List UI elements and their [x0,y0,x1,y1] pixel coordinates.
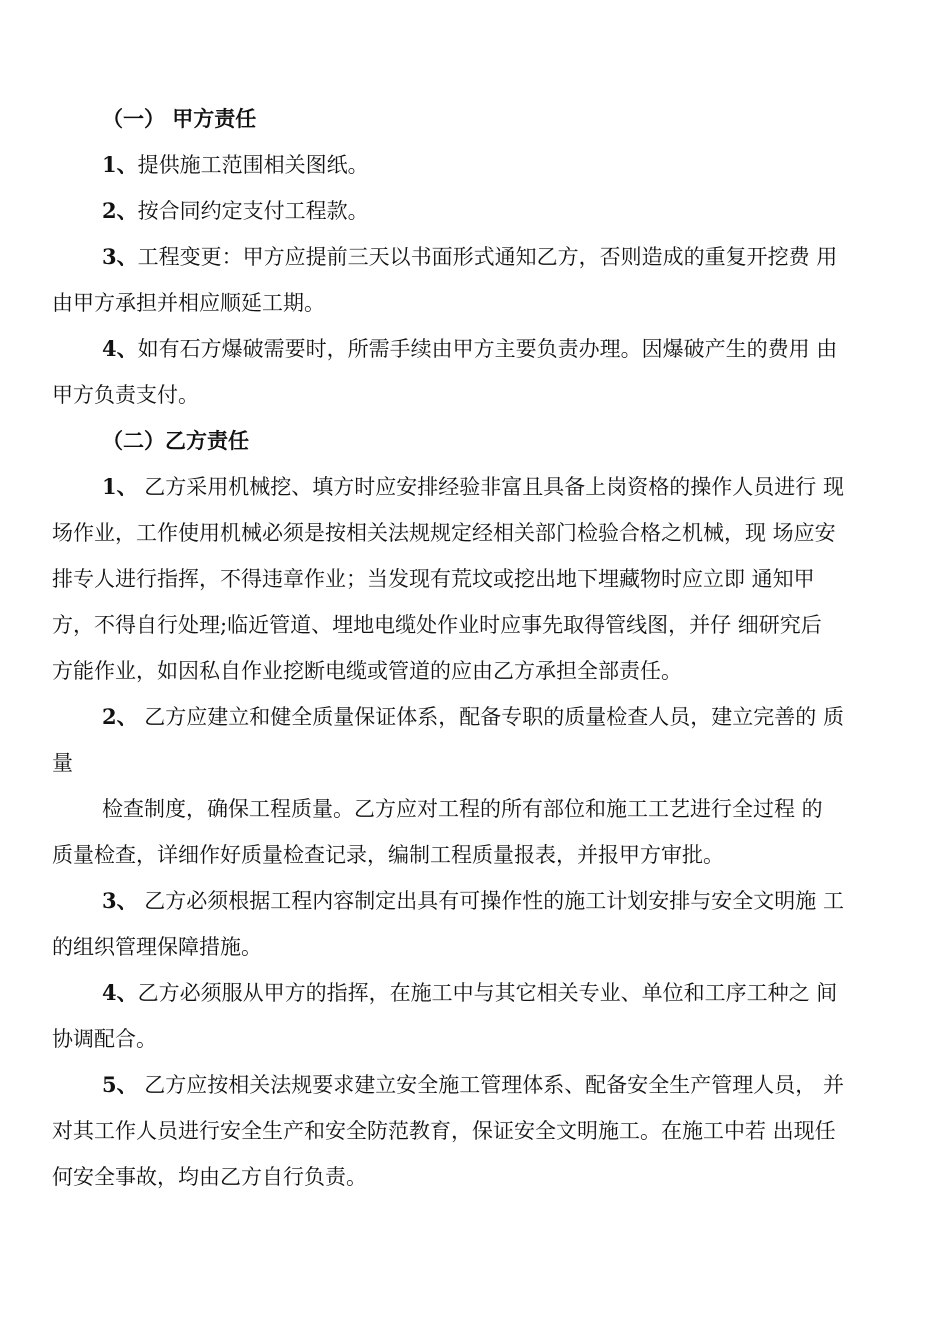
item-text: 乙方应建立和健全质量保证体系，配备专职的质量检查人员，建立完善的 质 [137,705,844,729]
item-text-continued: 何安全事故，均由乙方自行负责。 [52,1165,367,1189]
item-text-continued: 场作业，工作使用机械必须是按相关法规规定经相关部门检验合格之机械，现 场应安 [52,521,836,545]
item-number: 4、 [102,980,138,1005]
item-text-continued: 方能作业，如因私自作业挖断电缆或管道的应由乙方承担全部责任。 [52,659,682,683]
item-text-continued: 甲方负责支付。 [52,383,199,407]
document-page [52,96,898,1200]
section-heading-party-a: （一） 甲方责任 [102,106,257,131]
list-item [52,464,898,510]
item-text-continued: 方，不得自行处理;临近管道、埋地电缆处作业时应事先取得管线图，并仔 细研究后 [52,613,822,637]
list-item [52,970,898,1016]
item-number: 4、 [102,336,138,361]
list-item [52,878,898,924]
section-heading-party-b: （二）乙方责任 [102,428,249,453]
item-text: 乙方必须服从甲方的指挥，在施工中与其它相关专业、单位和工序工种之 间 [137,981,838,1005]
list-item [52,142,898,188]
list-item [52,234,898,280]
item-text: 如有石方爆破需要时，所需手续由甲方主要负责办理。因爆破产生的费用 由 [137,337,838,361]
item-number: 1、 [102,152,138,177]
item-number: 1、 [102,474,138,499]
list-item [52,188,898,234]
item-text: 乙方采用机械挖、填方时应安排经验非富且具备上岗资格的操作人员进行 现 [137,475,844,499]
item-text-continued: 的组织管理保障措施。 [52,935,262,959]
item-number: 2、 [102,198,138,223]
item-text: 乙方必须根据工程内容制定出具有可操作性的施工计划安排与安全文明施 工 [137,889,844,913]
item-number: 3、 [102,244,138,269]
item-text-continued: 排专人进行指挥，不得违章作业；当发现有荒坟或挖出地下埋藏物时应立即 通知甲 [52,567,815,591]
item-text-continued: 量 [52,751,73,775]
list-item [52,786,898,832]
item-text: 按合同约定支付工程款。 [137,199,369,223]
item-number: 3、 [102,888,138,913]
item-number: 5、 [102,1072,138,1097]
item-text: 检查制度，确保工程质量。乙方应对工程的所有部位和施工工艺进行全过程 的 [102,797,823,821]
item-text: 提供施工范围相关图纸。 [137,153,369,177]
item-text: 乙方应按相关法规要求建立安全施工管理体系、配备安全生产管理人员， 并 [137,1073,844,1097]
list-item [52,694,898,740]
item-text: 工程变更：甲方应提前三天以书面形式通知乙方，否则造成的重复开挖费 用 [137,245,838,269]
list-item [52,326,898,372]
item-text-continued: 质量检查，详细作好质量检查记录，编制工程质量报表，并报甲方审批。 [52,843,724,867]
item-text-continued: 由甲方承担并相应顺延工期。 [52,291,325,315]
item-number: 2、 [102,704,138,729]
list-item [52,1062,898,1108]
item-text-continued: 对其工作人员进行安全生产和安全防范教育，保证安全文明施工。在施工中若 出现任 [52,1119,836,1143]
item-text-continued: 协调配合。 [52,1027,157,1051]
